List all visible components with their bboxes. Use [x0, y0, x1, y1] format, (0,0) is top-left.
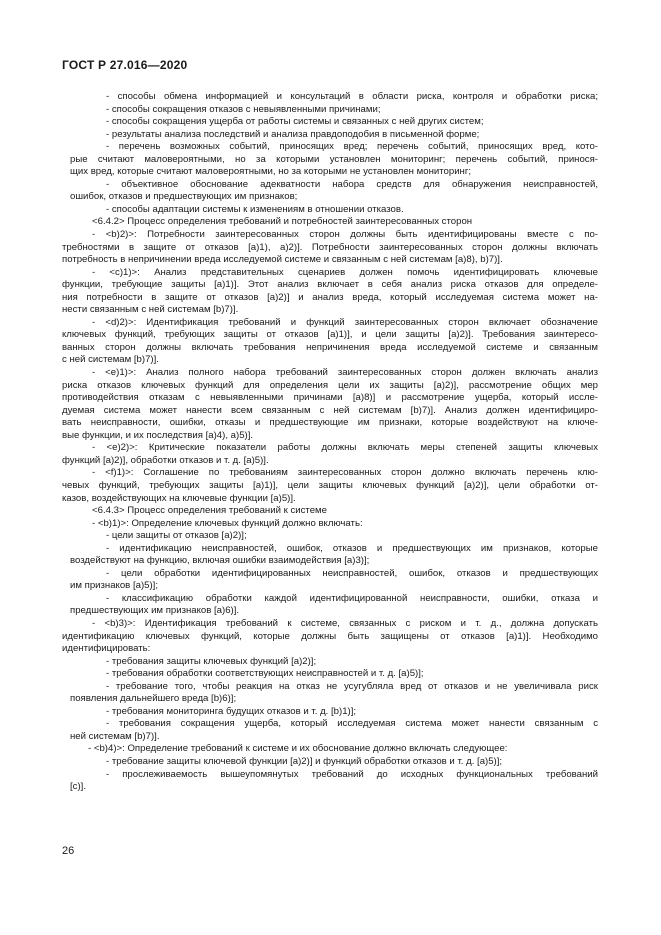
text-line: появления дальнейшего вреда [b)6)]; [70, 693, 237, 705]
text-line: - <b)4)>: Определение требований к системе и их обоснование должно включать следующее: [88, 743, 508, 755]
text-line: - идентификацию неисправностей, ошибок, отказов и предшествующих им признаков, которые [106, 542, 598, 554]
text-line: - требования сокращения ущерба, который исследуемая система может нанести связанным с [106, 718, 598, 730]
text-line: воздействуют на функцию, включая ошибки взаимодействия [a)3)]; [70, 555, 370, 567]
page-number: 26 [62, 845, 75, 857]
text-line: - <d)2)>: Идентификация требований и функций заинтересованных сторон включает обозначение [92, 316, 598, 328]
text-line: - требования обработки соответствующих неисправностей и т. д. [a)5)]; [106, 668, 424, 680]
text-line: ния потребности в защите от отказов [a)2)] и анализ вреда, который исследуемая система может на- [62, 291, 598, 303]
text-line: - классификацию обработки каждой идентифицированной неисправности, ошибки, отказа и [106, 592, 598, 604]
text-line: щих вред, которые считают маловероятными, но за которыми не установлен мониторинг; [70, 166, 472, 178]
section-heading-6-4-3: <6.4.3> Процесс определения требований к системе [92, 505, 327, 517]
text-line: - <f)1)>: Соглашение по требованиям заинтересованных сторон должно включать перечень клю- [92, 467, 598, 479]
text-line: - цели защиты от отказов [a)2)]; [106, 530, 247, 542]
text-line: вые функции, и их последствия [a)4), a)5)]. [62, 429, 254, 441]
text-line: требностями в защите от отказов [a)1), a)2)]. Потребности заинтересованных сторон должны включать [62, 241, 598, 253]
text-line: им признаков [a)5)]; [70, 580, 159, 592]
text-line: - <b)3)>: Идентификация требований к системе, связанных с риском и т. д., должна допускать [92, 617, 598, 629]
text-line: противодействия отказам с невыявленными причинами [a)8)] и рассмотрение ущерба, который иссле- [62, 392, 598, 404]
text-line: функции, требующие защиты [a)1)]. Этот анализ включает в себя анализ риска отказов для определе- [62, 279, 598, 291]
text-line: - <e)2)>: Критические показатели работы должны включать меры степеней защиты ключевых [92, 442, 598, 454]
text-line: - объективное обоснование адекватности набора средств для обнаружения неисправностей, [106, 178, 598, 190]
text-line: - требование защиты ключевой функции [a)2)] и функций обработки отказов и т. д. [a)5)]; [106, 755, 503, 767]
text-line: ключевых функций, требующих защиты от отказов [a)1)], и цели защиты [a)2)]. Требования заинтересо- [62, 329, 598, 341]
text-line: идентифицировать: [62, 643, 151, 655]
text-line: потребность в непричинении вреда исследуемой системе и связанным с ней системам [a)8), b)7)]. [62, 254, 503, 266]
text-line: - прослеживаемость вышеупомянутых требований до исходных функциональных требований [106, 768, 598, 780]
text-line: - <b)1)>: Определение ключевых функций должно включать: [92, 517, 363, 529]
text-line: - способы сокращения ущерба от работы системы и связанных с ней других систем; [106, 116, 484, 128]
section-heading-6-4-2: <6.4.2> Процесс определения требований и потребностей заинтересованных сторон [92, 216, 473, 228]
text-line: ванных сторон должны включать требования непричинения вреда исследуемой системе и связанным [62, 341, 598, 353]
text-line: - <e)1)>: Анализ полного набора требований заинтересованных сторон должен включать анализ [92, 367, 598, 379]
text-line: ней системам [b)7)]. [70, 730, 160, 742]
page-header-title: ГОСТ Р 27.016—2020 [62, 58, 188, 72]
text-line: вать неисправности, ошибки, отказы и предшествующие им признаки, которые воздействуют на ключе- [62, 417, 598, 429]
text-line: - требования защиты ключевых функций [a)2)]; [106, 655, 317, 667]
text-line: - <c)1)>: Анализ представительных сценариев должен помочь идентифицировать ключевые [92, 266, 598, 278]
document-body [62, 91, 598, 794]
text-line: - способы адаптации системы к изменениям в отношении отказов. [106, 203, 404, 215]
text-line: - результаты анализа последствий и анализа правдоподобия в письменной форме; [106, 128, 480, 140]
text-line: - способы сокращения отказов с невыявленными причинами; [106, 103, 381, 115]
text-line: - <b)2)>: Потребности заинтересованных сторон должны быть идентифицированы вместе с по- [92, 229, 598, 241]
text-line: идентификацию ключевых функций, которые должны быть защищены от отказов [a)1)]. Необходимо [62, 630, 598, 642]
text-line: ошибок, отказов и предшествующих им признаков; [70, 191, 298, 203]
text-line: рые считают маловероятными, но за которыми установлен мониторинг; перечень событий, принося- [70, 153, 598, 165]
text-line: [c)]. [70, 781, 86, 793]
text-line: казов, воздействующих на ключевые функции [a)5)]. [62, 492, 296, 504]
text-line: чевых функций, требующих защиты [a)1)], цели защиты ключевых функций [a)2)], цели обработки от- [62, 479, 598, 491]
text-line: предшествующих им признаков [a)6)]. [70, 605, 240, 617]
text-line: риска отказов ключевых функций для определения цели их защиты [a)2)], рассмотрение общих мер [62, 379, 598, 391]
text-line: - цели обработки идентифицированных неисправностей, ошибок, отказов и предшествующих [106, 567, 598, 579]
text-line: функций [a)2)], обработки отказов и т. д. [a)5)]. [62, 454, 269, 466]
text-line: - требования мониторинга будущих отказов и т. д. [b)1)]; [106, 705, 357, 717]
text-line: - способы обмена информацией и консультаций в области риска, контроля и обработки риска; [106, 91, 598, 102]
text-line: дуемая система может нанести всем связанным с ней системам [b)7)]. Анализ должен идентифициро- [62, 404, 598, 416]
text-line: с ней системам [b)7)]. [62, 354, 159, 366]
text-line: - перечень возможных событий, приносящих вред; перечень событий, приносящих вред, кото- [106, 141, 598, 153]
text-line: - требование того, чтобы реакция на отказ не усугубляла вред от отказов и не увеличивала риск [106, 680, 598, 692]
text-line: нести связанным с ней системам [b)7)]. [62, 304, 239, 316]
